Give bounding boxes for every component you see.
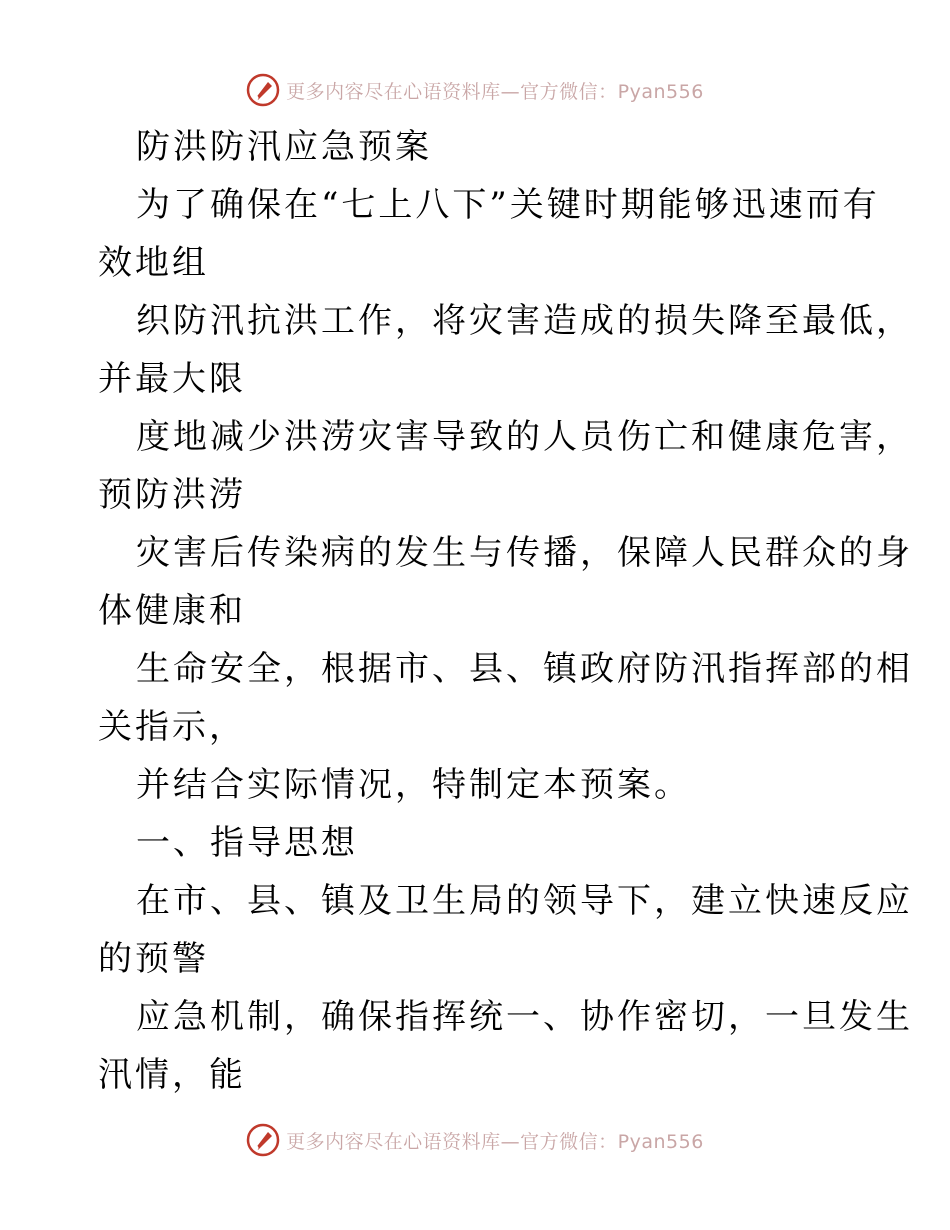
watermark-text: 更多内容尽在心语资料库—官方微信：Pyan556 — [286, 1130, 704, 1153]
text-line: 在市、县、镇及卫生局的领导下，建立快速反应 — [136, 881, 913, 921]
text-line: 度地减少洪涝灾害导致的人员伤亡和健康危害， — [136, 417, 913, 457]
text-line: 关指示， — [98, 707, 246, 747]
text-line: 汛情，能 — [98, 1055, 246, 1095]
pen-nib-logo-icon — [246, 1123, 280, 1157]
footer-watermark — [0, 1120, 950, 1160]
header-watermark — [0, 70, 950, 110]
document-body — [98, 118, 913, 1104]
text-line: 生命安全，根据市、县、镇政府防汛指挥部的相 — [136, 649, 913, 689]
text-line: 织防汛抗洪工作，将灾害造成的损失降至最低， — [136, 301, 913, 341]
text-line: 的预警 — [98, 939, 209, 979]
pen-nib-logo-icon — [246, 73, 280, 107]
text-line: 预防洪涝 — [98, 475, 246, 515]
watermark-text: 更多内容尽在心语资料库—官方微信：Pyan556 — [286, 80, 704, 103]
text-line: 为了确保在“七上八下”关键时期能够迅速而有 — [136, 185, 880, 225]
text-line: 体健康和 — [98, 591, 246, 631]
text-line: 灾害后传染病的发生与传播，保障人民群众的身 — [136, 533, 913, 573]
text-line: 应急机制，确保指挥统一、协作密切，一旦发生 — [136, 997, 913, 1037]
text-line: 一、指导思想 — [136, 823, 358, 863]
text-line: 并最大限 — [98, 359, 246, 399]
text-line: 防洪防汛应急预案 — [136, 127, 432, 167]
text-line: 并结合实际情况，特制定本预案。 — [136, 765, 691, 805]
text-line: 效地组 — [98, 243, 209, 283]
